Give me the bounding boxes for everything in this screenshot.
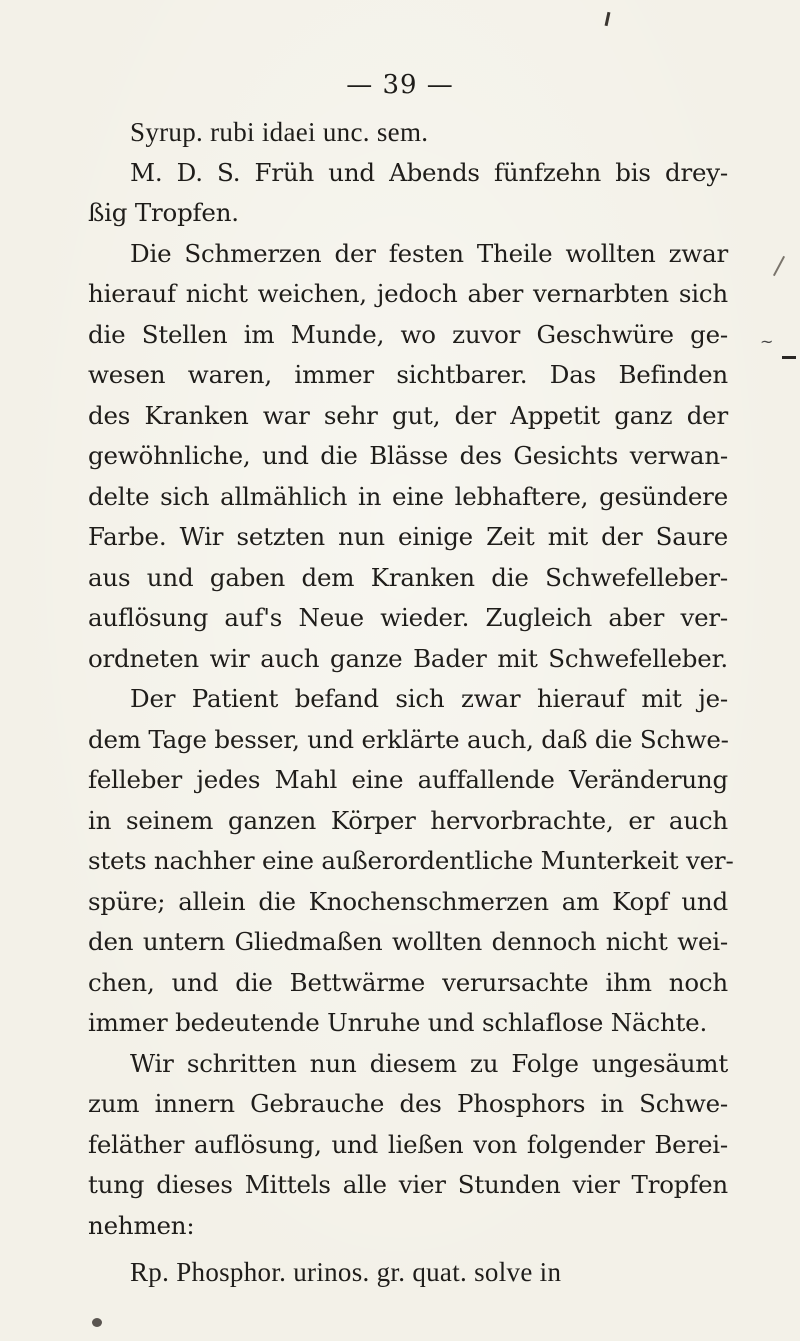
text-line: dem Tage besser, und erklärte auch, daß die Schwe- — [88, 724, 729, 754]
text-line: ßig Tropfen. — [88, 198, 239, 227]
text-line: hierauf nicht weichen, jedoch aber vernarbten sich — [88, 279, 728, 308]
text-line: die Stellen im Munde, wo zuvor Geschwüre ge- — [88, 319, 728, 349]
text-line: Farbe. Wir setzten nun einige Zeit mit der Saure — [88, 522, 728, 551]
text-line: Rp. Phosphor. urinos. gr. quat. solve in — [130, 1257, 562, 1287]
body-text — [88, 112, 734, 1293]
text-line: ordneten wir auch ganze Bader mit Schwefelleber. — [88, 643, 728, 673]
text-line: chen, und die Bettwärme verursachte ihm noch — [88, 967, 728, 997]
text-line: immer bedeutende Unruhe und schlaflose Nächte. — [88, 1008, 708, 1037]
margin-tick-mark — [773, 256, 785, 276]
page-number: — 39 — — [346, 70, 454, 100]
text-line: felleber jedes Mahl eine auffallende Veränderung — [88, 765, 728, 794]
text-line: Syrup. rubi idaei unc. sem. — [130, 117, 429, 147]
text-line: den untern Gliedmaßen wollten dennoch nicht wei- — [88, 927, 728, 956]
text-line: M. D. S. Früh und Abends fünfzehn bis drey- — [130, 157, 728, 187]
text-line: feläther auflösung, und ließen von folgender Berei- — [88, 1129, 728, 1159]
text-line: zum innern Gebrauche des Phosphors in Schwe- — [88, 1089, 728, 1118]
margin-dash-mark — [782, 356, 796, 359]
text-line: stets nachher eine außerordentliche Munterkeit ver- — [88, 846, 734, 875]
text-line: wesen waren, immer sichtbarer. Das Befinden — [88, 360, 728, 389]
ink-spot — [92, 1318, 102, 1327]
text-line: tung dieses Mittels alle vier Stunden vier Tropfen — [88, 1170, 728, 1199]
text-line: auflösung auf's Neue wieder. Zugleich aber ver- — [88, 603, 728, 632]
text-line: spüre; allein die Knochenschmerzen am Kopf und — [88, 886, 728, 916]
text-line: nehmen: — [88, 1210, 195, 1240]
text-line: aus und gaben dem Kranken die Schwefelleber- — [88, 562, 728, 592]
text-line: Der Patient befand sich zwar hierauf mit je- — [130, 684, 728, 713]
text-line: delte sich allmählich in eine lebhaftere, gesündere — [88, 481, 728, 511]
ink-mark — [605, 12, 611, 26]
text-line: des Kranken war sehr gut, der Appetit ganz der — [88, 400, 728, 430]
margin-note-mark: ~ — [760, 332, 774, 351]
text-line: Die Schmerzen der festen Theile wollten zwar — [130, 238, 728, 268]
text-line: Wir schritten nun diesem zu Folge ungesäumt — [130, 1048, 728, 1078]
text-line: gewöhnliche, und die Blässe des Gesichts verwan- — [88, 441, 728, 470]
text-line: in seinem ganzen Körper hervorbrachte, er auch — [88, 805, 728, 835]
